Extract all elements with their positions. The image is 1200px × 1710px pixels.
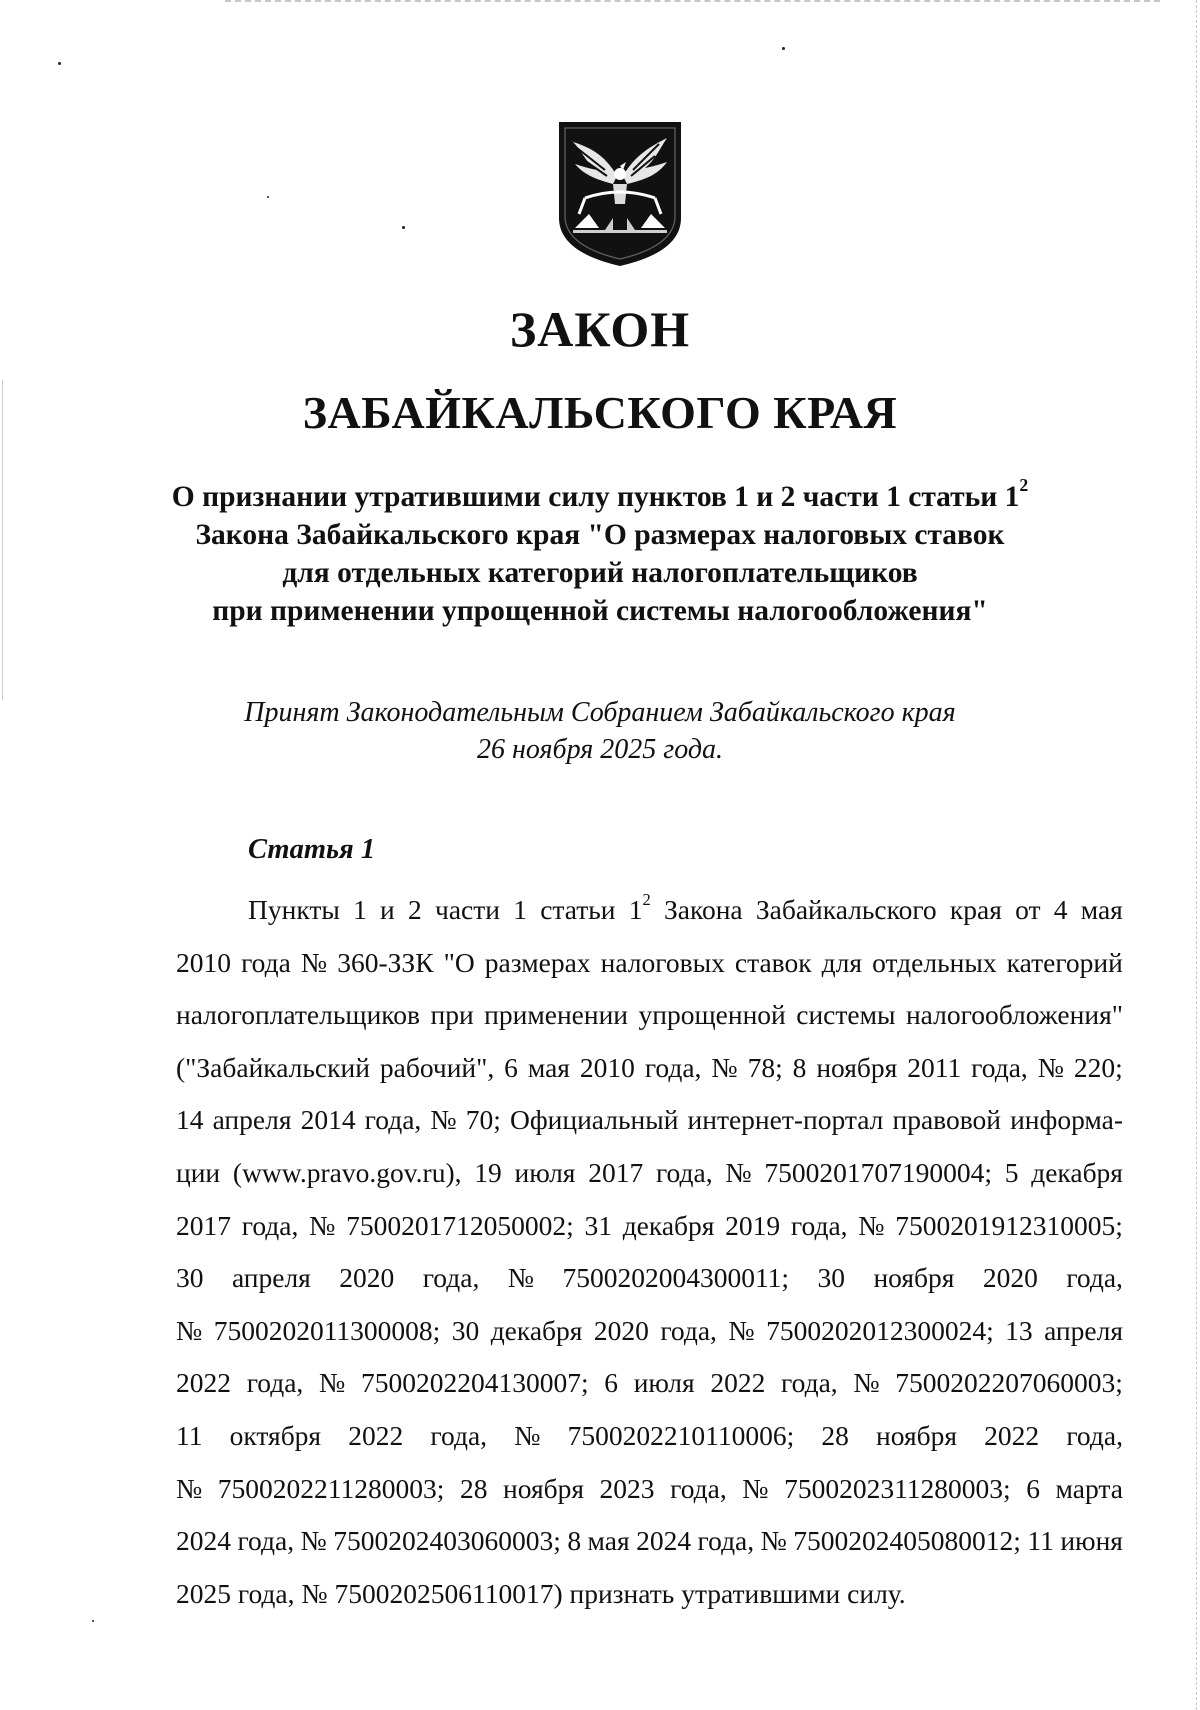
scan-edge-right	[1194, 0, 1197, 1710]
article-text-line: 2017 года, № 7500201712050002; 31 декабря 2019 года, № 7500201912310005;	[176, 1209, 1123, 1241]
article-heading: Статья 1	[248, 834, 376, 865]
article-text-line: 11 октября 2022 года, № 7500202210110006; 28 ноября 2022 года,	[176, 1419, 1123, 1451]
zabaikalsky-coat-of-arms-icon	[555, 118, 685, 268]
article-text-line: № 7500202211280003; 28 ноября 2023 года, № 7500202311280003; 6 марта	[176, 1472, 1123, 1504]
article-body	[176, 884, 1123, 1620]
scan-speck	[402, 226, 405, 229]
article-text-line: 2025 года, № 7500202506110017) признать утратившими силу.	[176, 1577, 906, 1609]
article-text-line: ции (www.pravo.gov.ru), 19 июля 2017 года, № 7500201707190004; 5 декабря	[176, 1156, 1123, 1188]
law-subject-line: при применении упрощенной системы налогообложения"	[212, 595, 988, 627]
article-text-line: 30 апреля 2020 года, № 7500202004300011; 30 ноября 2020 года,	[176, 1262, 1123, 1294]
law-subject-line: Закона Забайкальского края "О размерах налоговых ставок	[195, 519, 1005, 551]
document-title: ЗАКОН	[509, 301, 691, 357]
article-text-line: № 7500202011300008; 30 декабря 2020 года, № 7500202012300024; 13 апреля	[176, 1314, 1123, 1346]
scan-speck	[782, 47, 785, 50]
article-text-line: налогоплательщиков при применении упрощенной системы налогообложения"	[176, 999, 1123, 1031]
law-subject-line: для отдельных категорий налогоплательщиков	[282, 557, 918, 589]
scan-edge-top	[225, 0, 1160, 5]
article-text-line: 14 апреля 2014 года, № 70; Официальный интернет-портал правовой информа-	[176, 1104, 1123, 1136]
adoption-note-line: Принят Законодательным Собранием Забайкальского края	[244, 697, 956, 728]
article-text-line: 2010 года № 360-ЗЗК "О размерах налоговых ставок для отдельных категорий	[176, 946, 1123, 978]
article-text-line: ("Забайкальский рабочий", 6 мая 2010 года, № 78; 8 ноября 2011 года, № 220;	[176, 1051, 1123, 1083]
article-text-line: 2022 года, № 7500202204130007; 6 июля 2022 года, № 7500202207060003;	[176, 1367, 1123, 1399]
adoption-note-date: 26 ноября 2025 года.	[477, 734, 723, 765]
law-subject	[150, 474, 1050, 630]
scan-speck	[92, 1620, 94, 1622]
article-text-line: 2024 года, № 7500202403060003; 8 мая 2024 года, № 7500202405080012; 11 июня	[176, 1525, 1123, 1557]
adoption-note	[150, 694, 1050, 768]
law-subject-line: О признании утратившими силу пунктов 1 и 2 части 1 статьи $1^2$	[171, 474, 1029, 513]
scan-speck	[267, 196, 269, 198]
article-text-line: Пункты 1 и 2 части 1 статьи $1^2$ Закона Забайкальского края от 4 мая	[248, 889, 1123, 925]
scan-speck	[58, 62, 61, 65]
document-title-region: ЗАБАЙКАЛЬСКОГО КРАЯ	[302, 387, 898, 438]
